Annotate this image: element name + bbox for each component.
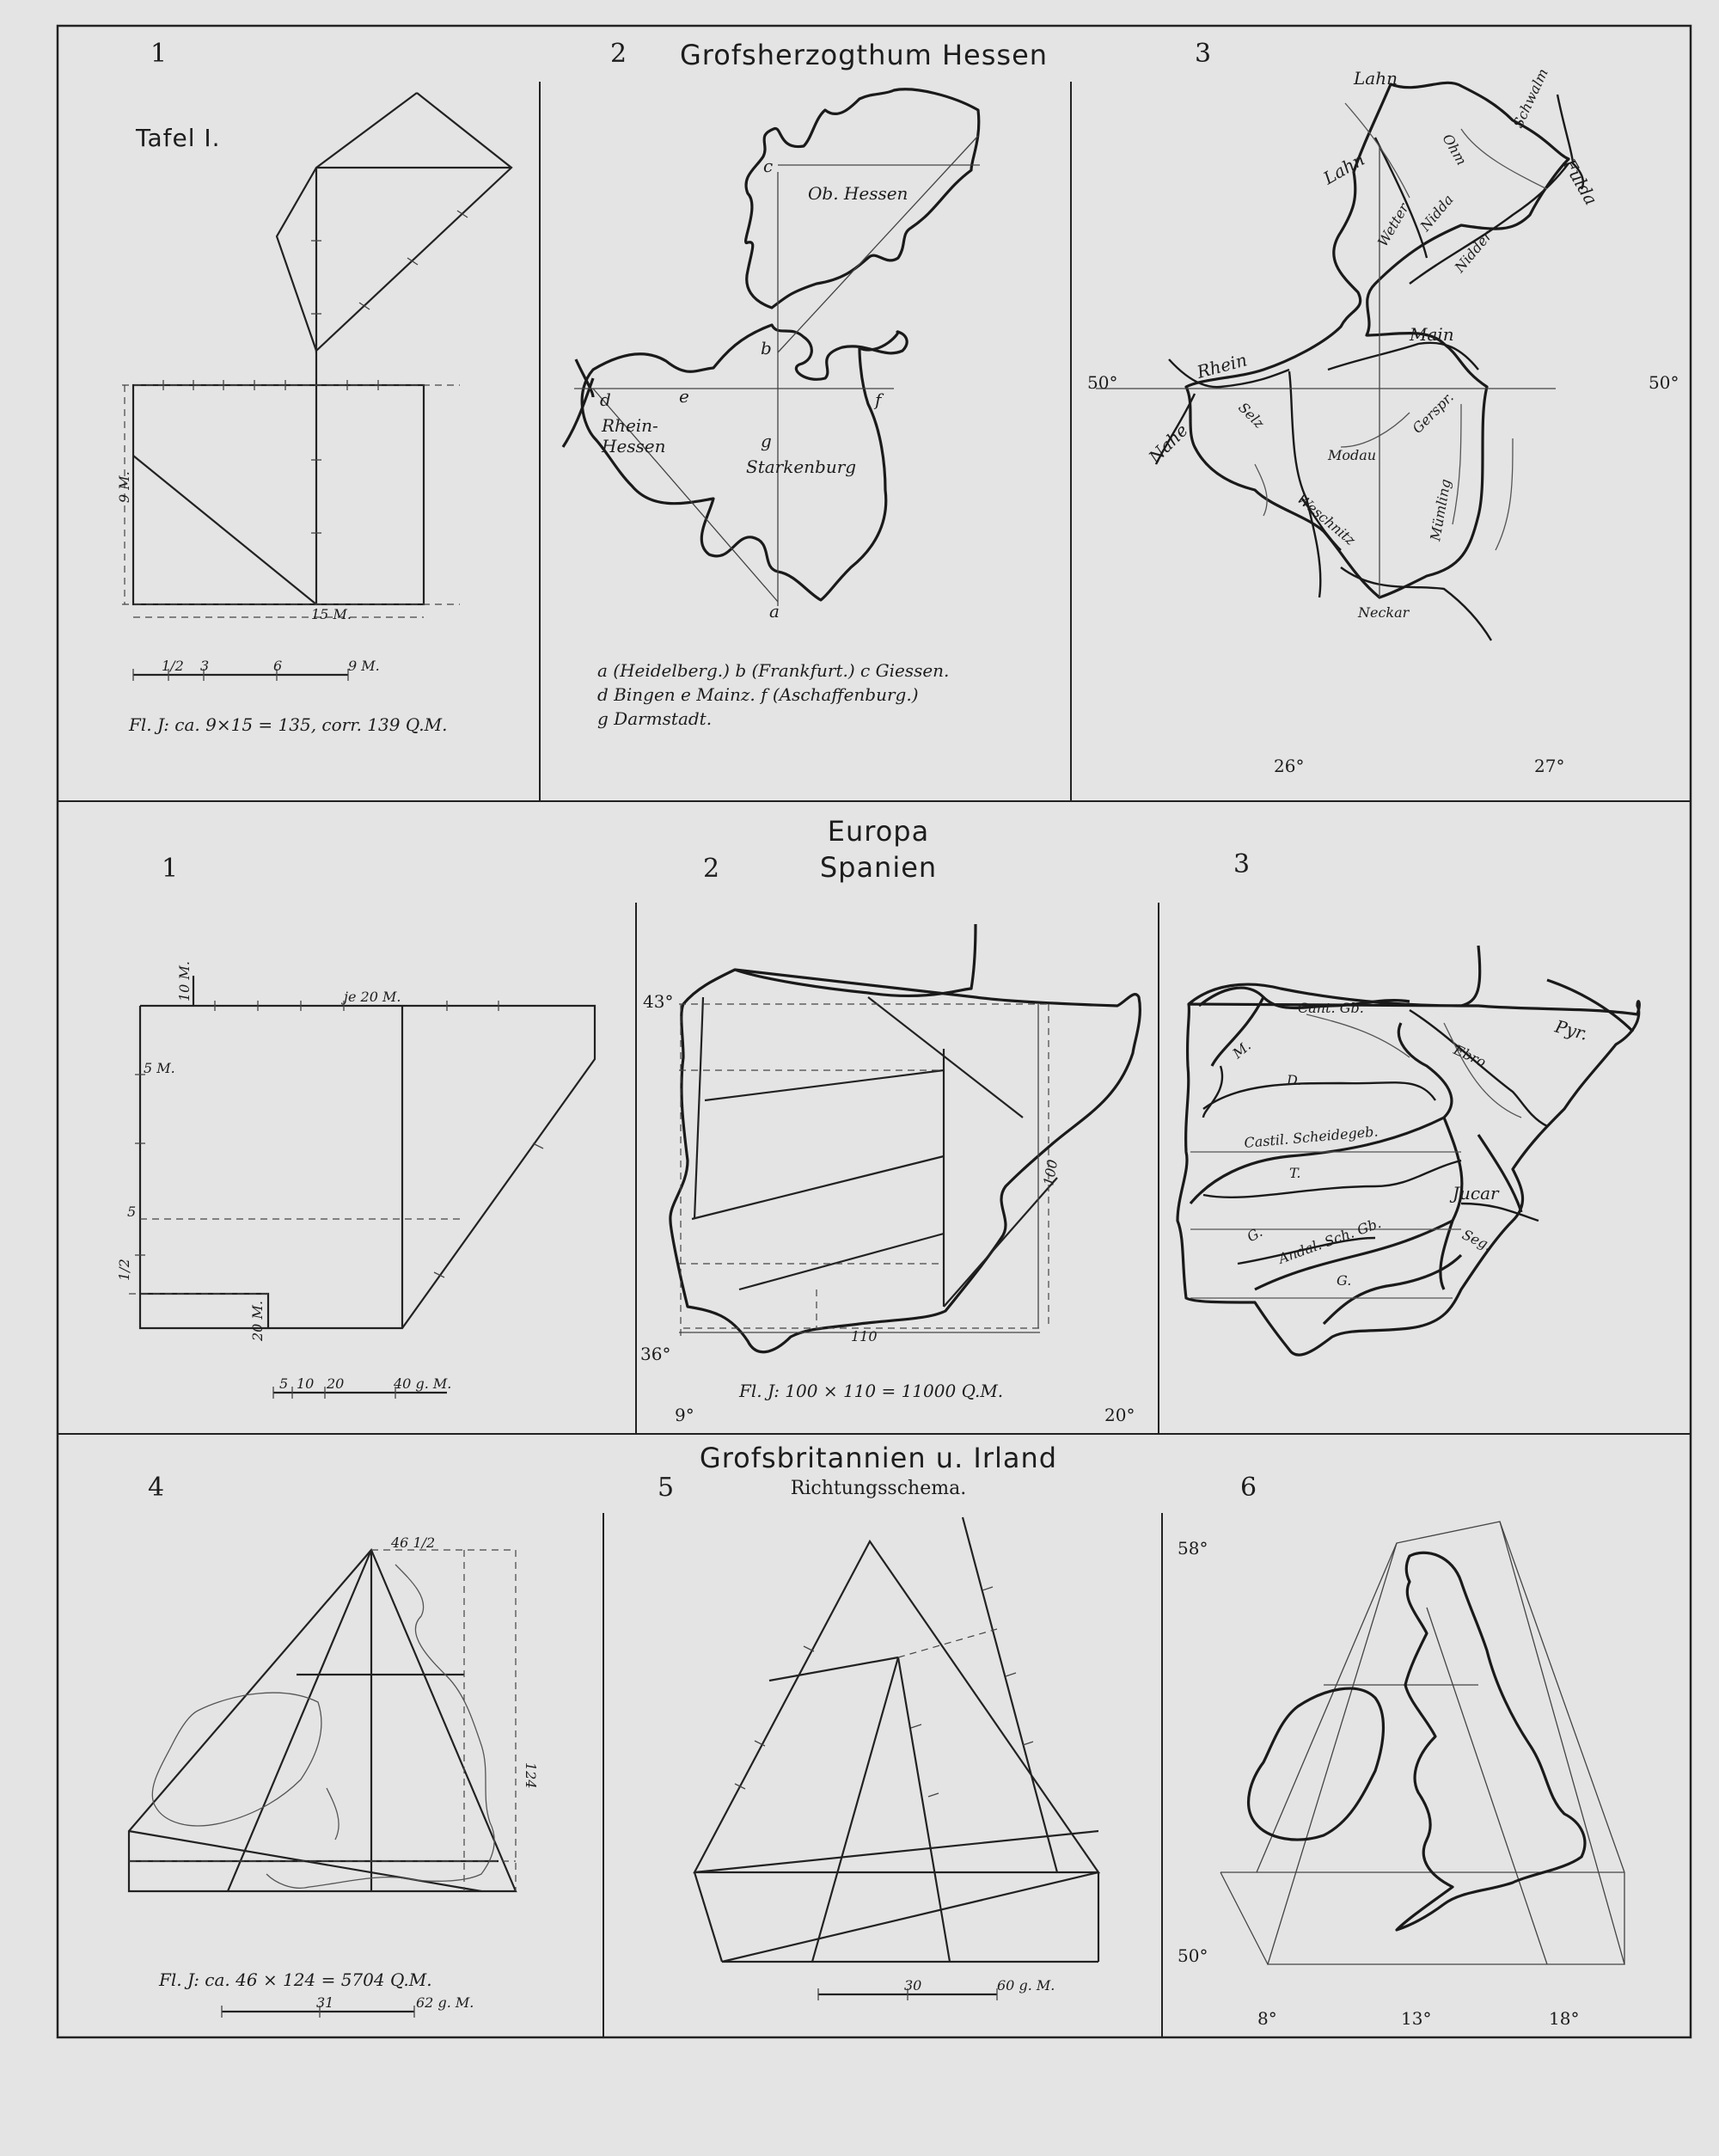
- spain-label-d: D.: [1287, 1072, 1302, 1088]
- panel-number-5: 5: [658, 1473, 675, 1503]
- spain-lon-9: 9°: [675, 1405, 694, 1425]
- panel-number-3a: 3: [1195, 39, 1212, 69]
- spain-lat-36: 36°: [640, 1344, 671, 1364]
- river-lahn-top: Lahn: [1354, 68, 1398, 89]
- spain-label-g: G.: [1244, 1223, 1265, 1246]
- britain-side-dim: 124: [523, 1762, 539, 1789]
- plate-label: Tafel I.: [136, 124, 221, 152]
- spain-label-ebro: Ebro: [1451, 1041, 1489, 1071]
- river-lahn: Lahn: [1319, 149, 1368, 189]
- britain-lat-50: 50°: [1178, 1945, 1208, 1966]
- spain-5m: 5 M.: [144, 1060, 175, 1076]
- lat-50-left: 50°: [1087, 372, 1118, 393]
- spain-construction: [129, 976, 595, 1328]
- point-f: f: [875, 389, 882, 410]
- dim-height: 9 M.: [116, 471, 132, 503]
- scale-label-3: 6: [273, 658, 283, 674]
- panel-number-2a: 2: [610, 39, 627, 69]
- spain-scale-3: 20: [327, 1375, 345, 1392]
- panel-number-1a: 1: [150, 39, 168, 69]
- area-note-hessen: Fl. J: ca. 9×15 = 135, corr. 139 Q.M.: [129, 714, 448, 735]
- title-europa: Europa: [827, 815, 930, 848]
- britain-map: [1220, 1522, 1624, 1964]
- subtitle-richtungsschema: Richtungsschema.: [790, 1478, 967, 1499]
- spain-label-g2: G.: [1337, 1272, 1352, 1289]
- spain-lat-43: 43°: [643, 991, 674, 1012]
- britain-lon-13: 13°: [1401, 2008, 1432, 2029]
- britain-scale-31: 31: [316, 1994, 334, 2011]
- panel-number-3b: 3: [1233, 849, 1251, 879]
- spain-onehalf: 1/2: [116, 1259, 132, 1281]
- lat-50-right: 50°: [1649, 372, 1679, 393]
- river-ohm: Ohm: [1439, 131, 1471, 168]
- river-selz: Selz: [1235, 399, 1268, 432]
- panel-number-6: 6: [1240, 1473, 1257, 1503]
- subtitle-spanien: Spanien: [819, 851, 938, 884]
- river-modau: Modau: [1328, 447, 1377, 463]
- point-e: e: [679, 386, 689, 407]
- britain-lon-18: 18°: [1549, 2008, 1580, 2029]
- panel-number-2b: 2: [703, 854, 720, 884]
- scale-label-2: 3: [200, 658, 210, 674]
- britain-scale-62: 62 g. M.: [416, 1994, 474, 2011]
- river-nahe: Nahe: [1144, 420, 1192, 468]
- lon-27: 27°: [1534, 756, 1565, 776]
- region-ob-hessen: Ob. Hessen: [808, 183, 908, 204]
- spain-lon-20: 20°: [1104, 1405, 1135, 1425]
- spain-dim-110: 110: [851, 1328, 878, 1344]
- title-hessen: Grofsherzogthum Hessen: [679, 39, 1049, 71]
- spain-five: 5: [127, 1204, 137, 1220]
- spain-20m: 20 M.: [249, 1301, 266, 1341]
- spain-label-jucar: Jucar: [1453, 1183, 1499, 1204]
- river-nidda: Nidda: [1416, 191, 1457, 235]
- britain-lat-58: 58°: [1178, 1538, 1208, 1559]
- dim-width: 15 M.: [311, 606, 352, 622]
- region-starkenburg: Starkenburg: [746, 456, 857, 477]
- spain-label-castil: Castil. Scheidegeb.: [1243, 1123, 1379, 1151]
- lon-26: 26°: [1274, 756, 1305, 776]
- river-main: Main: [1410, 324, 1454, 345]
- hessen-construction: [122, 93, 511, 617]
- spain-label-seg: Seg.: [1459, 1226, 1495, 1254]
- legend-line-1: a (Heidelberg.) b (Frankfurt.) c Giessen.: [597, 660, 950, 681]
- river-gerspr: Gerspr.: [1409, 389, 1457, 437]
- britain5-scale-30: 30: [904, 1977, 922, 1994]
- scale-label-1: 1/2: [162, 658, 184, 674]
- panel-number-4: 4: [148, 1473, 165, 1503]
- point-b: b: [761, 338, 772, 358]
- spain-dim-100: 100: [1040, 1158, 1061, 1187]
- river-schwalm: Schwalm: [1509, 65, 1551, 131]
- spain-label-cant: Cant. Gb.: [1298, 1000, 1364, 1016]
- spain-10m: 10 M.: [176, 961, 193, 1001]
- title-britain: Grofsbritannien u. Irland: [699, 1442, 1058, 1474]
- river-wetter: Wetter: [1374, 200, 1412, 249]
- britain-construction: [129, 1550, 516, 1891]
- region-rhein-hessen-1: Rhein-: [602, 415, 658, 436]
- spain-scale-1: 5: [279, 1375, 289, 1392]
- britain5-scale-60: 60 g. M.: [997, 1977, 1055, 1994]
- legend-line-2: d Bingen e Mainz. f (Aschaffenburg.): [597, 684, 919, 705]
- point-g: g: [761, 431, 772, 451]
- spain-area-note: Fl. J: 100 × 110 = 11000 Q.M.: [739, 1381, 1004, 1401]
- river-mumling: Mümling: [1427, 477, 1454, 542]
- britain-lon-8: 8°: [1257, 2008, 1277, 2029]
- spain-label-t: T.: [1289, 1165, 1301, 1181]
- richtungsschema: [694, 1517, 1098, 1962]
- spain-scale-2: 10: [297, 1375, 315, 1392]
- region-rhein-hessen-2: Hessen: [602, 436, 666, 456]
- panel-number-1b: 1: [162, 854, 179, 884]
- spain-label-m: M.: [1229, 1037, 1255, 1063]
- river-fulda: Fulda: [1558, 155, 1602, 209]
- river-weschnitz: Weschnitz: [1294, 490, 1359, 549]
- spain-outline: [670, 924, 1141, 1352]
- britain-area-note: Fl. J: ca. 46 × 124 = 5704 Q.M.: [159, 1969, 432, 1990]
- river-neckar: Neckar: [1358, 604, 1410, 621]
- britain-top-dim: 46 1/2: [391, 1534, 436, 1551]
- spain-label-pyr: Pyr.: [1552, 1015, 1591, 1044]
- spain-scale-4: 40 g. M.: [394, 1375, 452, 1392]
- spain-top-scale: je 20 M.: [344, 989, 401, 1005]
- legend-line-3: g Darmstadt.: [597, 708, 713, 729]
- point-c: c: [763, 156, 774, 176]
- river-rhein: Rhein: [1195, 349, 1250, 383]
- spain-label-andal: Andal. Sch. Gb.: [1275, 1215, 1384, 1267]
- point-a: a: [769, 601, 780, 622]
- scale-label-4: 9 M.: [348, 658, 380, 674]
- point-d: d: [600, 389, 611, 410]
- river-nidder: Nidder: [1451, 227, 1496, 276]
